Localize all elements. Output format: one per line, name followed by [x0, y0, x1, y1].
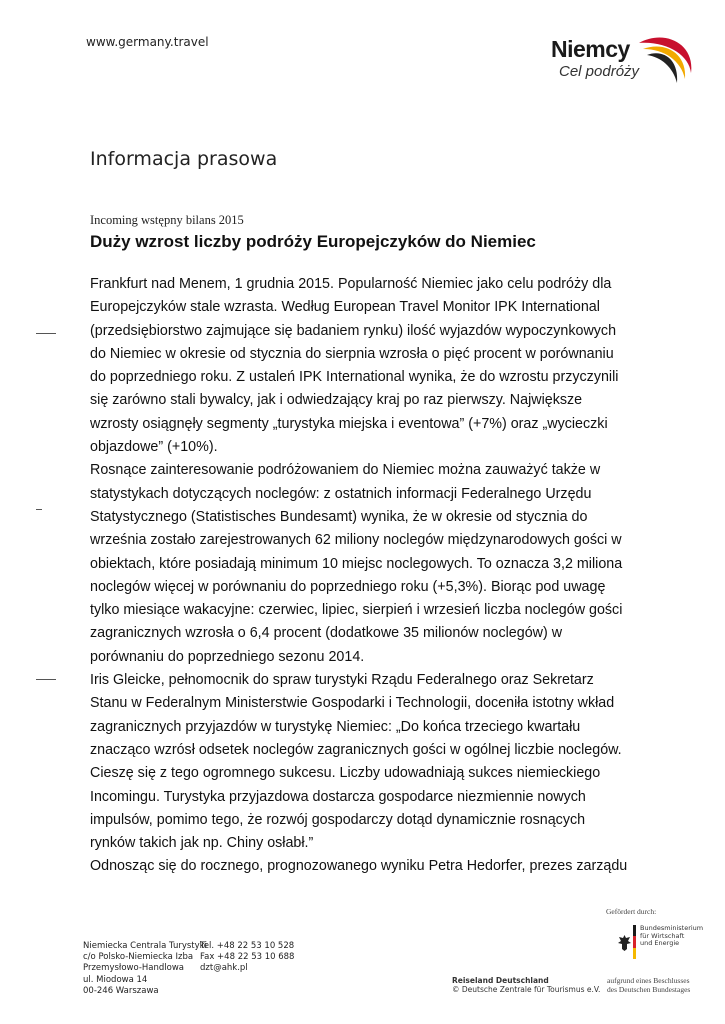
headline: Duży wzrost liczby podróży Europejczyków do Niemiec [90, 232, 536, 251]
margin-mark [36, 333, 56, 334]
swoosh-logo-icon [629, 33, 697, 93]
footer-contact [200, 941, 294, 975]
reiseland-subtitle: © Deutsche Zentrale für Tourismus e.V. [452, 985, 601, 994]
paragraph: Frankfurt nad Menem, 1 grudnia 2015. Popularność Niemiec jako celu podróży dla Europejczyków stale wzrasta. Według European Travel Monitor IPK International (przedsiębiorstwo zajmujące się badaniem rynku) ilość wyjazdów wypoczynkowych do Niemiec w okresie od stycznia do sierpnia wzrosła o pięć procent w porównaniu do poprzedniego roku. Z ustaleń IPK International wynika, że do wzrostu przyczynili się zarówno stali bywalcy, jak i odwiedzający kraj po raz pierwszy. Największe wzrosty osiągnęły segmenty „turystyka miejska i eventowa” (+7%) oraz „wycieczki objazdowe” (+10%). [90, 276, 619, 456]
document-type: Informacja prasowa [90, 148, 278, 170]
email-link[interactable]: dzt@ahk.pl [200, 963, 248, 974]
address-line: Przemysłowo-Handlowa [83, 963, 184, 974]
margin-mark [36, 679, 56, 680]
reiseland-title: Reiseland Deutschland [452, 976, 549, 985]
brand-name: Niemcy [551, 36, 630, 62]
brand-logo [551, 36, 701, 96]
fax: Fax +48 22 53 10 688 [200, 952, 295, 963]
phone: Tel. +48 22 53 10 528 [200, 941, 295, 951]
kicker: Incoming wstępny bilans 2015 [90, 213, 244, 227]
address-line: c/o Polsko-Niemiecka Izba [83, 952, 194, 963]
sponsor-label: Gefördert durch: [606, 907, 657, 916]
paragraph: Iris Gleicke, pełnomocnik do spraw turystyki Rządu Federalnego oraz Sekretarz Stanu w Federalnym Ministerstwie Gospodarki i Technologii, doceniła istotny wkład zagranicznych przyjazdów w turystykę Niemiec: „Do końca trzeciego kwartału znacząco wzrósł odsetek noclegów zagranicznych gości w ogólnej liczbie noclegów. Cieszę się z tego ogromnego sukcesu. Liczby udowadniają sukces niemieckiego Incomingu. Turystyka przyjazdowa dostarcza gospodarce niezmiennie nowych impulsów, pomimo tego, że rozwój gospodarczy dotąd dynamicznie rosnących rynków takich jak np. Chiny osłabł.” [90, 672, 622, 852]
address-line: 00-246 Warszawa [83, 985, 159, 996]
site-url[interactable]: www.germany.travel [86, 35, 209, 49]
margin-mark [36, 509, 42, 510]
body-text [90, 273, 630, 879]
footer-address [83, 941, 207, 997]
german-flag-icon [633, 925, 636, 959]
paragraph: Odnosząc się do rocznego, prognozowanego wyniku Petra Hedorfer, prezes zarządu [90, 858, 628, 875]
paragraph: Rosnące zainteresowanie podróżowaniem do Niemiec można zauważyć także w statystykach dotyczących noclegów: z ostatnich informacji Federalnego Urzędu Statystycznego (Statistisches Bundesamt) wynika, że w okresie od stycznia do września zostało zarejestrowanych 62 miliony noclegów międzynarodowych gości w obiektach, które posiadają minimum 10 miejsc noclegowych. To oznacza 3,2 miliona noclegów więcej w porównaniu do poprzedniego roku (+5,3%). Biorąc pod uwagę tylko miesiące wakacyjne: czerwiec, lipiec, sierpień i wrzesień liczba noclegów gości zagranicznych wzrosła o 6,4 procent (dodatkowe 35 milionów noclegów) w porównaniu do poprzedniego sezonu 2014. [90, 462, 623, 665]
federal-eagle-icon [618, 935, 631, 951]
bundestag-resolution: aufgrund eines Beschlusses des Deutschen Bundestages [607, 976, 691, 994]
address-line: ul. Miodowa 14 [83, 974, 148, 985]
reiseland-credit [452, 976, 600, 994]
address-line: Niemiecka Centrala Turystyki [83, 941, 207, 951]
brand-tagline: Cel podróży [559, 63, 640, 80]
ministry-logo [618, 925, 708, 965]
ministry-name: Bundesministerium für Wirtschaft und Energie [640, 924, 704, 948]
